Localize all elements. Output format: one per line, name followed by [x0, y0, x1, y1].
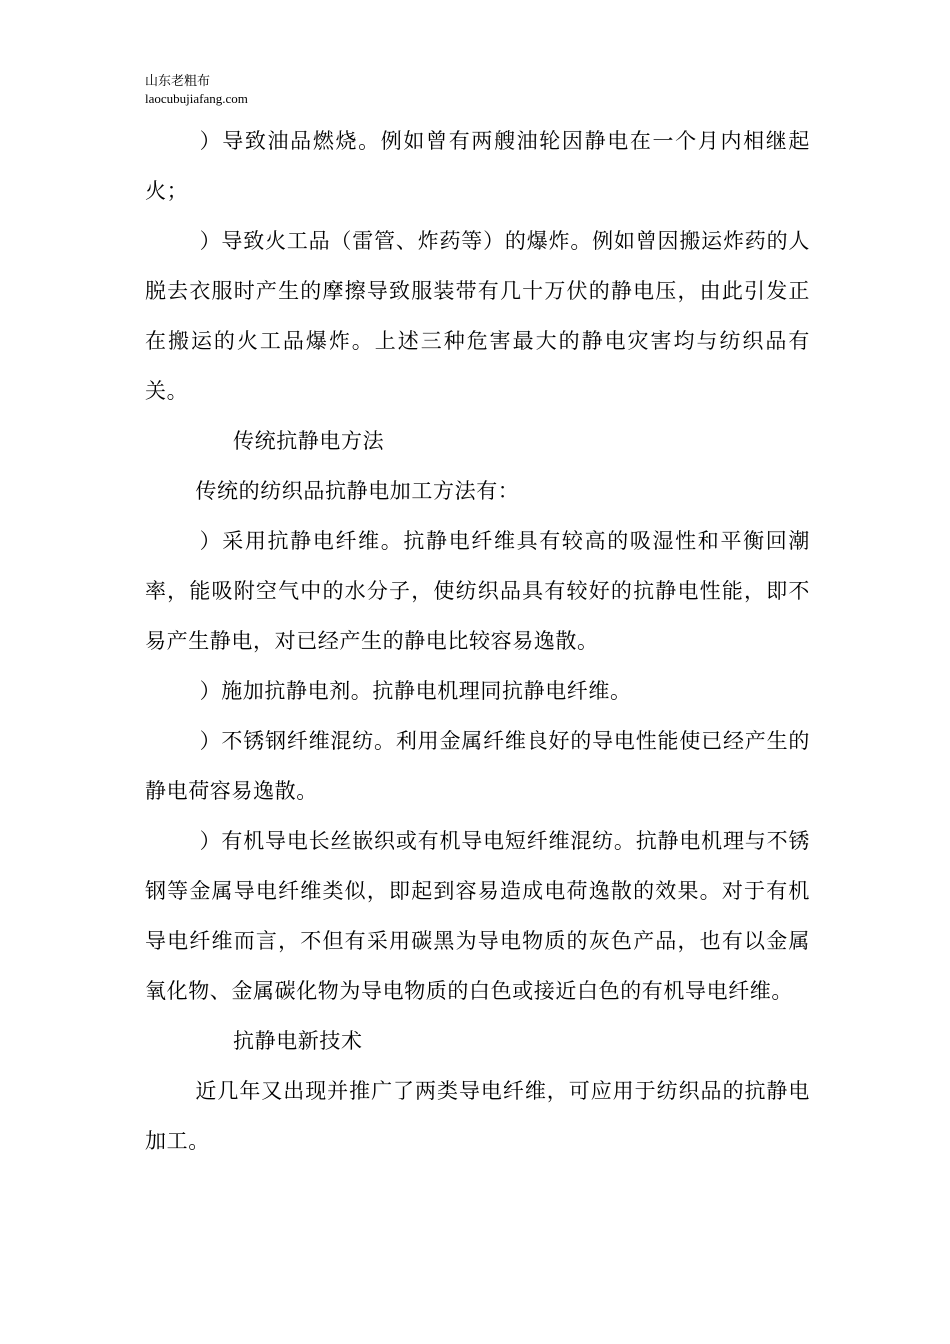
paragraph-methods-intro: 传统的纺织品抗静电加工方法有： [195, 479, 520, 503]
page-header [145, 72, 248, 108]
paragraph-antistatic-fiber: ）采用抗静电纤维。抗静电纤维具有较高的吸湿性和平衡回潮率，能吸附空气中的水分子，使纺织品具有较好的抗静电性能，即不易产生静电，对已经产生的静电比较容易逸散。 [145, 529, 810, 653]
paragraph-stainless-steel-blend: ）不锈钢纤维混纺。利用金属纤维良好的导电性能使已经产生的静电荷容易逸散。 [145, 729, 810, 803]
document-body [145, 116, 810, 1166]
paragraph-organic-conductive: ）有机导电长丝嵌织或有机导电短纤维混纺。抗静电机理与不锈钢等金属导电纤维类似，即起到容易造成电荷逸散的效果。对于有机导电纤维而言，不但有采用碳黑为导电物质的灰色产品，也有以金属氧化物、金属碳化物为导电物质的白色或接近白色的有机导电纤维。 [145, 829, 810, 1003]
header-company-name: 山东老粗布 [145, 73, 211, 88]
section-heading-new-technology: 抗静电新技术 [233, 1029, 363, 1053]
paragraph-explosives: ）导致火工品（雷管、炸药等）的爆炸。例如曾因搬运炸药的人脱去衣服时产生的摩擦导致服装带有几十万伏的静电压，由此引发正在搬运的火工品爆炸。上述三种危害最大的静电灾害均与纺织品有关。 [145, 229, 810, 403]
header-website: laocubujiafang.com [145, 91, 248, 106]
paragraph-oil-fire: ）导致油品燃烧。例如曾有两艘油轮因静电在一个月内相继起火； [145, 129, 810, 203]
paragraph-antistatic-agent: ）施加抗静电剂。抗静电机理同抗静电纤维。 [199, 679, 632, 703]
paragraph-new-fibers: 近几年又出现并推广了两类导电纤维，可应用于纺织品的抗静电加工。 [145, 1079, 810, 1153]
section-heading-traditional-methods: 传统抗静电方法 [233, 429, 385, 453]
